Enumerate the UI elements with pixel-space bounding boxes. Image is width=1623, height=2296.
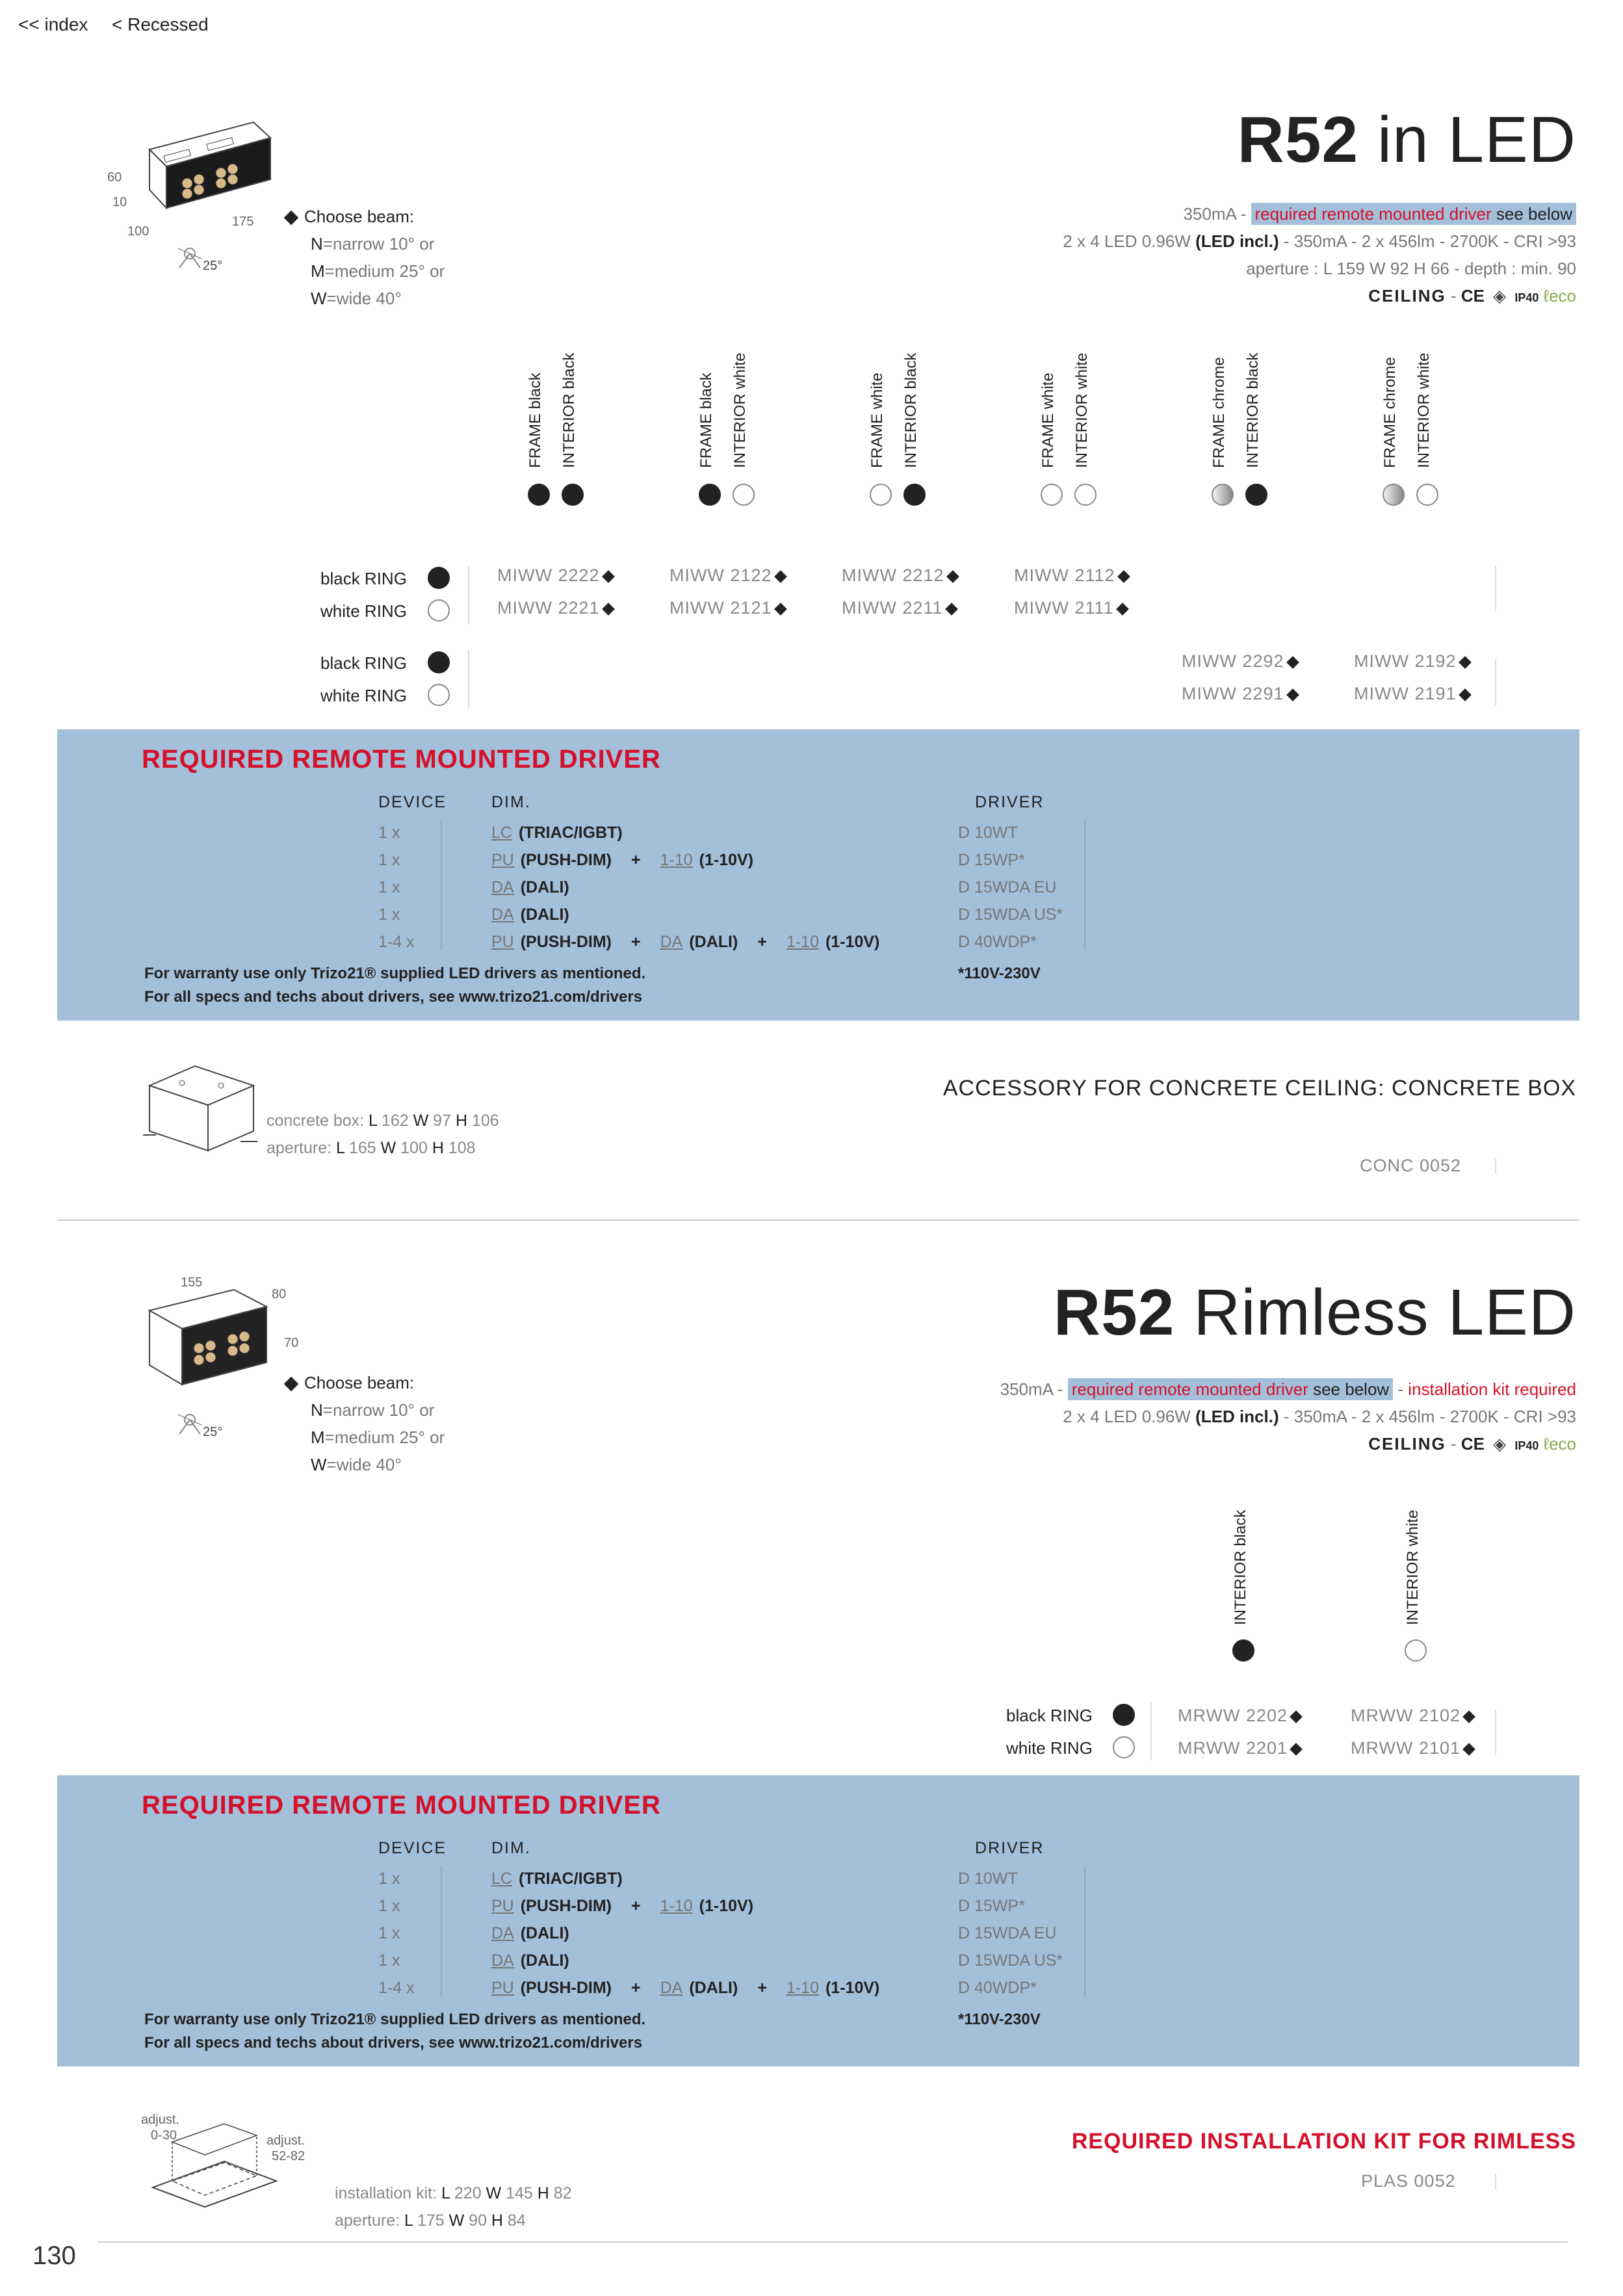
driver-row-dim: DA (DALI) <box>491 878 569 896</box>
swatch-frame-chrome <box>1383 484 1405 506</box>
driver-row-model[interactable]: D 15WDA EU <box>958 878 1057 896</box>
footer-divider <box>97 2241 1568 2243</box>
order-code[interactable]: MIWW 2121 <box>669 598 785 618</box>
ce-mark-icon: CE <box>1461 286 1485 306</box>
divider <box>468 566 469 624</box>
driver-link-note[interactable]: For all specs and techs about drivers, see www.trizo21.com/drivers <box>144 2034 643 2052</box>
driver-panel-title: REQUIRED REMOTE MOUNTED DRIVER <box>142 745 661 774</box>
divider <box>1495 1158 1496 1174</box>
beam-option-wide: W=wide 40° <box>311 1455 402 1474</box>
product-title-r52-rimless-led: R52 Rimless LED <box>1053 1276 1576 1349</box>
variant1-frame: FRAME black <box>526 372 544 468</box>
ring-swatch-black <box>428 651 450 673</box>
spec-ceiling-line: CEILING - CE ◈ IP40 ℓeco <box>1368 286 1576 306</box>
driver-row-device: 1 x <box>378 878 400 896</box>
driver-voltage-note: *110V-230V <box>958 965 1041 982</box>
driver-row-model[interactable]: D 15WDA US* <box>958 906 1063 924</box>
order-code[interactable]: MIWW 2112 <box>1014 566 1128 586</box>
driver-warranty-note: For warranty use only Trizo21® supplied LED drivers as mentioned. <box>144 965 646 982</box>
choose-beam-heading: Choose beam: <box>286 207 414 227</box>
variant2-interior: INTERIOR white <box>1404 1509 1422 1625</box>
order-code[interactable]: MIWW 2192 <box>1354 651 1470 672</box>
driver-row-device: 1 x <box>378 1897 400 1915</box>
driver-row-model[interactable]: D 15WP* <box>958 851 1025 869</box>
order-code[interactable]: MIWW 2212 <box>842 566 957 586</box>
driver-col-dim: DIM. <box>491 793 531 811</box>
installation-kit-dims: installation kit: L 220 W 145 H 82 <box>335 2184 572 2202</box>
beam-option-medium: M=medium 25° or <box>311 1428 445 1447</box>
adjust-value: 52-82 <box>272 2149 305 2163</box>
driver-row-model[interactable]: D 40WDP* <box>958 933 1037 951</box>
driver-row-dim: PU (PUSH-DIM) + DA (DALI) + 1-10 (1-10V) <box>491 933 880 951</box>
installation-kit-title: REQUIRED INSTALLATION KIT FOR RIMLESS <box>1071 2129 1576 2154</box>
swatch-frame-chrome <box>1212 484 1234 506</box>
swatch-interior-white <box>1074 484 1097 506</box>
ring-swatch-white <box>428 599 450 621</box>
driver-row-dim: DA (DALI) <box>491 1924 569 1942</box>
driver-panel <box>57 729 1579 1021</box>
adjust-label: adjust. <box>141 2113 179 2127</box>
driver-row-device: 1 x <box>378 824 400 842</box>
dim-width: 100 <box>127 224 149 239</box>
swatch-frame-white <box>870 484 892 506</box>
diamond-icon <box>284 1377 299 1392</box>
beam-option-medium: M=medium 25° or <box>311 261 445 281</box>
ring-swatch-white <box>428 684 450 706</box>
spec-led-line: 2 x 4 LED 0.96W (LED incl.) - 350mA - 2 x 456lm - 2700K - CRI >93 <box>1063 1407 1576 1426</box>
ce-mark-icon: CE <box>1461 1434 1485 1454</box>
variant6-interior: INTERIOR white <box>1415 352 1433 468</box>
dim-width: 80 <box>272 1287 287 1301</box>
swatch-interior-black <box>1245 484 1267 506</box>
spec-aperture-line: aperture : L 159 W 92 H 66 - depth : min. 90 <box>1246 259 1576 278</box>
driver-row-device: 1 x <box>378 1870 400 1888</box>
safety-icon: ◈ <box>1493 286 1507 306</box>
eco-icon: ℓeco <box>1543 1434 1576 1454</box>
swatch-interior-white <box>1405 1639 1427 1662</box>
spec-driver-line: 350mA - required remote mounted driver see below <box>1183 204 1576 224</box>
ip-rating: IP40 <box>1514 1439 1539 1452</box>
swatch-frame-black <box>528 484 550 506</box>
driver-row-model[interactable]: D 15WDA EU <box>958 1924 1057 1942</box>
divider <box>1495 566 1496 611</box>
driver-row-device: 1 x <box>378 906 400 924</box>
spec-led-line: 2 x 4 LED 0.96W (LED incl.) - 350mA - 2 x 456lm - 2700K - CRI >93 <box>1063 231 1576 251</box>
driver-row-dim: LC (TRIAC/IGBT) <box>491 824 623 842</box>
concrete-box-code[interactable]: CONC 0052 <box>1360 1156 1462 1175</box>
installation-kit-code[interactable]: PLAS 0052 <box>1361 2171 1456 2191</box>
driver-row-model[interactable]: D 10WT <box>958 824 1018 842</box>
driver-row-model[interactable]: D 15WDA US* <box>958 1951 1063 1970</box>
divider <box>1084 820 1085 950</box>
divider <box>1495 2174 1496 2189</box>
order-code[interactable]: MRWW 2102 <box>1351 1706 1474 1726</box>
choose-beam-heading: Choose beam: <box>286 1373 414 1393</box>
driver-link-note[interactable]: For all specs and techs about drivers, see www.trizo21.com/drivers <box>144 988 643 1006</box>
ring-label-white: white RING <box>320 601 407 621</box>
accessory-title: ACCESSORY FOR CONCRETE CEILING: CONCRETE BOX <box>942 1076 1576 1101</box>
variant5-frame: FRAME chrome <box>1210 357 1228 468</box>
ring-label-black: black RING <box>320 569 407 588</box>
product-title-r52-in-led: R52 in LED <box>1237 103 1576 176</box>
variant1-interior: INTERIOR black <box>1232 1509 1249 1625</box>
dim-height: 70 <box>284 1336 299 1350</box>
ring-label-white: white RING <box>320 686 407 705</box>
divider <box>441 1866 442 1996</box>
ring-label-black: black RING <box>1006 1706 1093 1725</box>
beam-angle-value: 25° <box>203 259 223 273</box>
swatch-frame-black <box>699 484 721 506</box>
safety-icon: ◈ <box>1493 1434 1507 1454</box>
order-code[interactable]: MIWW 2111 <box>1014 598 1127 618</box>
beam-option-wide: W=wide 40° <box>311 289 402 308</box>
order-code[interactable]: MIWW 2122 <box>669 566 785 586</box>
driver-row-dim: PU (PUSH-DIM) + 1-10 (1-10V) <box>491 851 754 869</box>
installation-kit-aperture: aperture: L 175 W 90 H 84 <box>335 2211 526 2230</box>
order-code[interactable]: MIWW 2291 <box>1182 684 1297 704</box>
driver-col-device: DEVICE <box>378 1839 447 1857</box>
driver-row-dim: PU (PUSH-DIM) + DA (DALI) + 1-10 (1-10V) <box>491 1979 880 1997</box>
adjust-label: adjust. <box>266 2133 305 2148</box>
order-code[interactable]: MIWW 2191 <box>1354 684 1470 704</box>
dim-length: 175 <box>232 215 254 229</box>
swatch-interior-white <box>1416 484 1438 506</box>
variant1-interior: INTERIOR black <box>560 352 578 468</box>
ring-label-black: black RING <box>320 653 407 673</box>
beam-option-narrow: N=narrow 10° or <box>311 1400 435 1420</box>
ring-label-white: white RING <box>1006 1738 1093 1758</box>
driver-col-driver: DRIVER <box>975 1839 1045 1857</box>
order-code[interactable]: MIWW 2292 <box>1182 651 1297 672</box>
driver-row-dim: DA (DALI) <box>491 1951 569 1970</box>
order-code[interactable]: MIWW 2221 <box>497 598 613 618</box>
section-divider <box>57 1220 1579 1221</box>
variant2-interior: INTERIOR white <box>731 352 749 468</box>
concrete-box-image <box>143 1060 260 1157</box>
order-code[interactable]: MRWW 2202 <box>1178 1706 1301 1726</box>
r52-rimless-product-image <box>136 1287 273 1404</box>
spec-ceiling-line: CEILING - CE ◈ IP40 ℓeco <box>1368 1434 1576 1454</box>
driver-row-device: 1 x <box>378 1951 400 1970</box>
swatch-interior-white <box>733 484 755 506</box>
driver-row-model[interactable]: D 40WDP* <box>958 1979 1037 1997</box>
adjust-value: 0-30 <box>151 2128 177 2143</box>
swatch-frame-white <box>1041 484 1063 506</box>
spec-driver-line: 350mA - required remote mounted driver see below - installation kit required <box>1000 1379 1576 1399</box>
driver-panel <box>57 1775 1579 2067</box>
concrete-aperture-dims: aperture: L 165 W 100 H 108 <box>266 1139 476 1157</box>
swatch-interior-black <box>562 484 584 506</box>
driver-col-dim: DIM. <box>491 1839 531 1857</box>
recessed-link[interactable]: < Recessed <box>112 14 209 34</box>
beam-angle-icon <box>177 242 203 270</box>
variant6-frame: FRAME chrome <box>1381 357 1399 468</box>
beam-option-narrow: N=narrow 10° or <box>311 234 435 254</box>
driver-row-device: 1 x <box>378 851 400 869</box>
dim-height: 60 <box>107 170 122 185</box>
swatch-interior-black <box>1232 1639 1254 1662</box>
driver-col-driver: DRIVER <box>975 793 1045 811</box>
dim-length: 155 <box>181 1275 203 1290</box>
index-link[interactable]: << index <box>18 14 88 34</box>
concrete-box-dims: concrete box: L 162 W 97 H 106 <box>266 1112 499 1130</box>
driver-row-device: 1 x <box>378 1924 400 1942</box>
ring-swatch-black <box>428 567 450 589</box>
driver-row-model[interactable]: D 10WT <box>958 1870 1018 1888</box>
variant4-interior: INTERIOR white <box>1073 352 1091 468</box>
driver-row-dim: DA (DALI) <box>491 906 569 924</box>
variant3-frame: FRAME white <box>868 372 886 468</box>
dim-thickness: 10 <box>112 195 127 209</box>
order-code[interactable]: MIWW 2211 <box>842 598 956 618</box>
ring-swatch-white <box>1113 1736 1135 1758</box>
divider <box>441 820 442 950</box>
divider <box>1150 1702 1152 1760</box>
driver-col-device: DEVICE <box>378 793 447 811</box>
driver-row-model[interactable]: D 15WP* <box>958 1897 1025 1915</box>
order-code[interactable]: MRWW 2201 <box>1178 1738 1301 1758</box>
divider <box>1495 1710 1496 1755</box>
variant2-frame: FRAME black <box>697 372 715 468</box>
driver-panel-title: REQUIRED REMOTE MOUNTED DRIVER <box>142 1791 661 1820</box>
ip-rating: IP40 <box>1514 291 1539 304</box>
beam-angle-icon <box>177 1408 203 1437</box>
swatch-interior-black <box>903 484 926 506</box>
page-number: 130 <box>32 2241 76 2270</box>
driver-row-device: 1-4 x <box>378 1979 415 1997</box>
order-code[interactable]: MRWW 2101 <box>1351 1738 1474 1758</box>
order-code[interactable]: MIWW 2222 <box>497 566 613 586</box>
diamond-icon <box>284 211 299 226</box>
driver-row-dim: PU (PUSH-DIM) + 1-10 (1-10V) <box>491 1897 754 1915</box>
divider <box>468 650 469 709</box>
driver-row-device: 1-4 x <box>378 933 415 951</box>
variant4-frame: FRAME white <box>1039 372 1057 468</box>
divider <box>1495 660 1496 705</box>
beam-angle-value: 25° <box>203 1425 223 1439</box>
variant5-interior: INTERIOR black <box>1244 352 1262 468</box>
ring-swatch-black <box>1113 1704 1135 1726</box>
driver-row-dim: LC (TRIAC/IGBT) <box>491 1870 623 1888</box>
driver-warranty-note: For warranty use only Trizo21® supplied LED drivers as mentioned. <box>144 2011 646 2028</box>
variant3-interior: INTERIOR black <box>902 352 920 468</box>
divider <box>1084 1866 1085 1996</box>
eco-icon: ℓeco <box>1543 286 1576 306</box>
driver-voltage-note: *110V-230V <box>958 2011 1041 2028</box>
